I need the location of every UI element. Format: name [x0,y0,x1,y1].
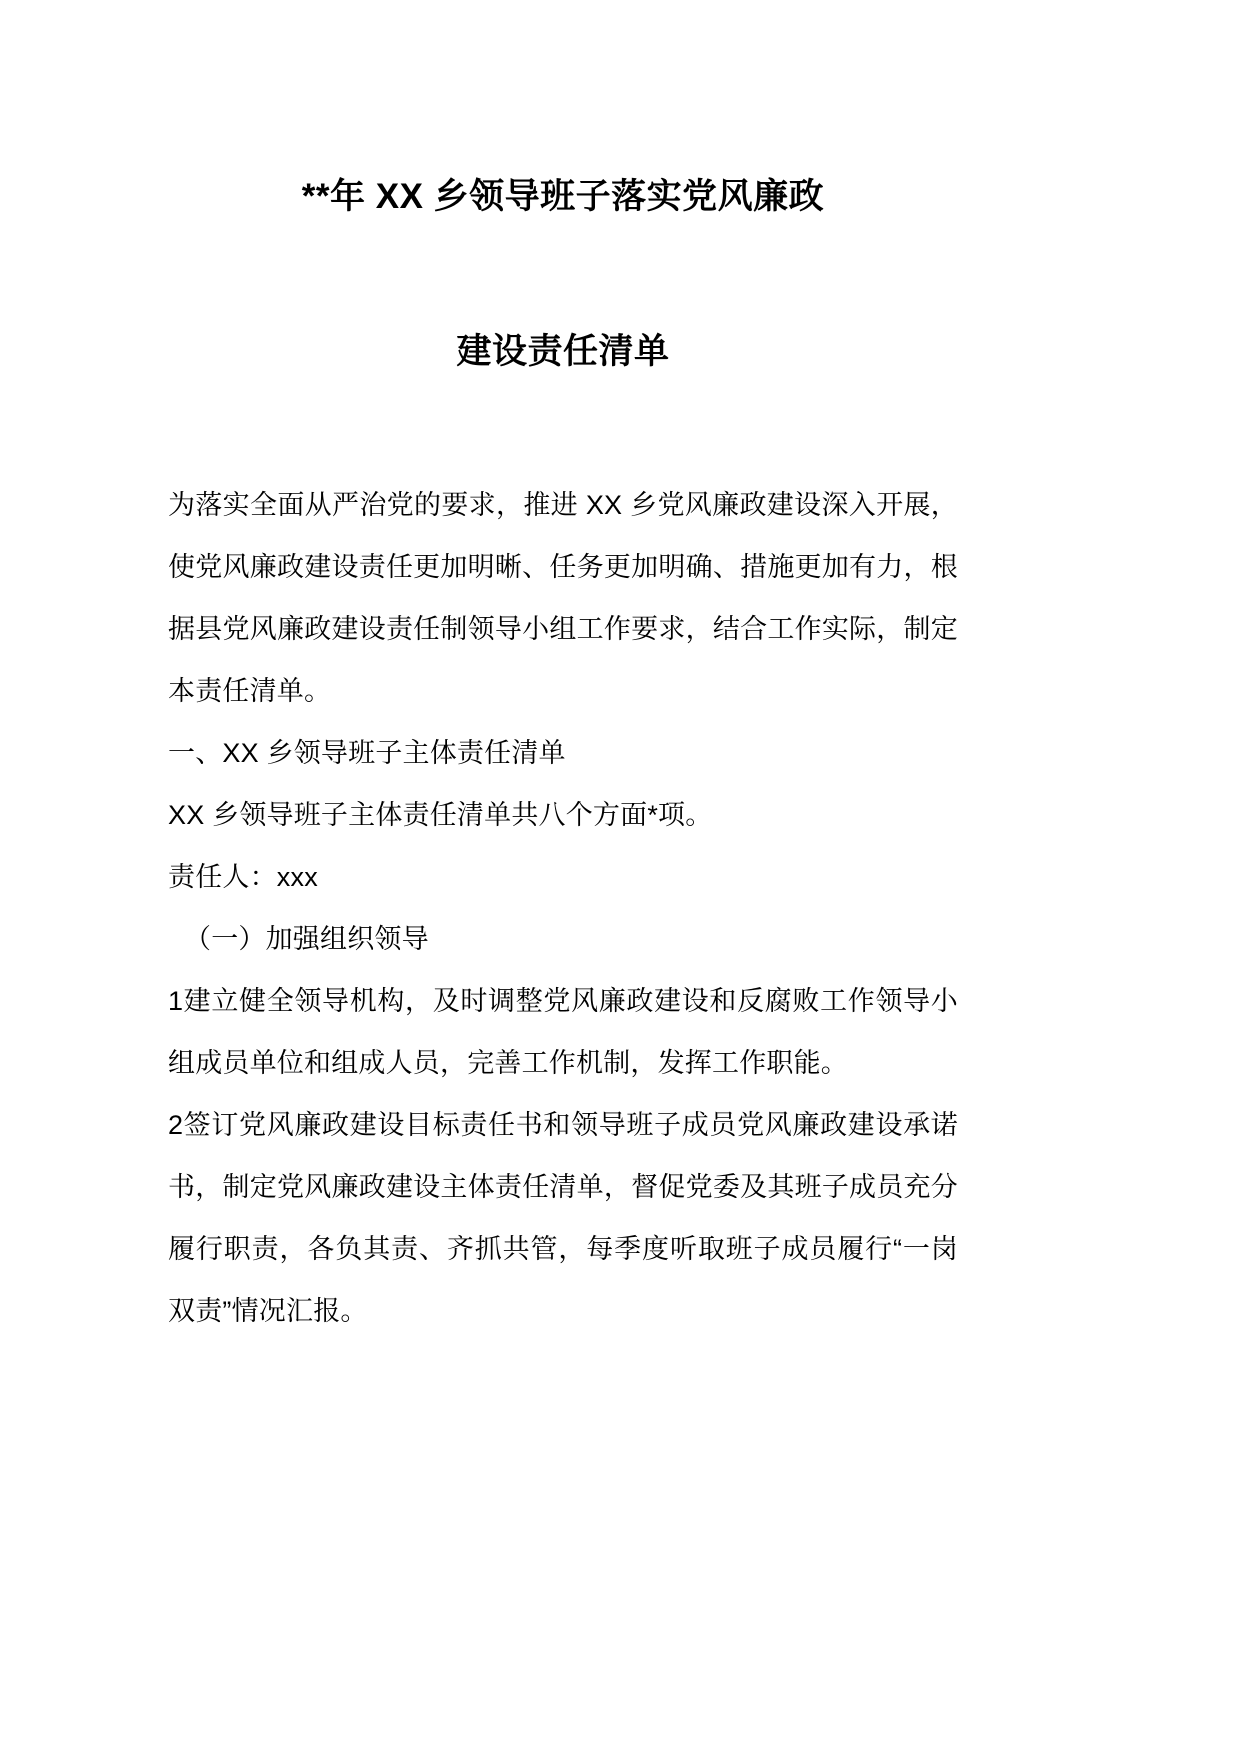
paragraph-responsible-person: 责任人：xxx [168,861,318,892]
paragraph-section-1-summary: XX 乡领导班子主体责任清单共八个方面*项。 [168,799,713,830]
heading-subsection-1: （一）加强组织领导 [184,923,429,954]
document-title-line-2: 建设责任清单 [456,331,670,371]
document-body [168,474,958,1342]
paragraph-intro: 为落实全面从严治党的要求，推进 XX 乡党风廉政建设深入开展，使党风廉政建设责任更加明晰、任务更加明确、措施更加有力，根据县党风廉政建设责任制领导小组工作要求，结合工作实际，制定本责任清单。 [168,489,958,706]
paragraph-item-1: 1建立健全领导机构，及时调整党风廉政建设和反腐败工作领导小组成员单位和组成人员，完善工作机制，发挥工作职能。 [168,985,958,1078]
document-title-line-1: **年 XX 乡领导班子落实党风廉政 [301,177,825,216]
heading-section-1: 一、XX 乡领导班子主体责任清单 [168,737,566,768]
document-content [168,0,958,1342]
paragraph-item-2: 2签订党风廉政建设目标责任书和领导班子成员党风廉政建设承诺书，制定党风廉政建设主体责任清单，督促党委及其班子成员充分履行职责，各负其责、齐抓共管，每季度听取班子成员履行“一岗双责”情况汇报。 [168,1109,958,1326]
